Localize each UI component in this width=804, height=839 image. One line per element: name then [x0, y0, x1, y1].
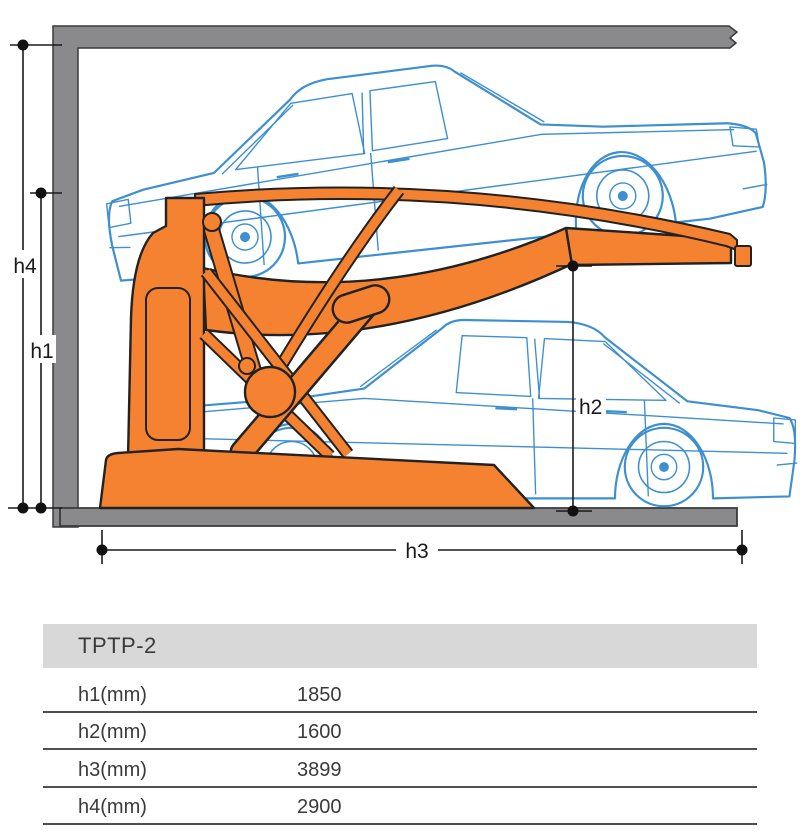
- spec-table-rows: [43, 675, 757, 825]
- table-row: [43, 713, 757, 751]
- row-value: 2900: [297, 796, 342, 818]
- row-value: 3899: [297, 758, 342, 781]
- label-h3: h3: [405, 540, 429, 563]
- table-row: [43, 750, 757, 788]
- row-label: h1(mm): [78, 683, 147, 706]
- lift-elbow-joint: [245, 367, 295, 417]
- lift-rail-end-foot: [735, 246, 751, 266]
- lift-elbow-knob: [239, 358, 255, 374]
- lift-mast: [128, 198, 204, 458]
- label-h1: h1: [30, 340, 54, 363]
- lift-base: [100, 449, 534, 508]
- dimension-h2: [556, 261, 592, 517]
- label-h4: h4: [13, 255, 37, 278]
- label-h2: h2: [579, 396, 603, 419]
- row-label: h3(mm): [78, 758, 147, 781]
- floor: [60, 508, 737, 526]
- lift-cylinder-cap: [203, 213, 221, 231]
- row-value: 1600: [297, 721, 342, 743]
- table-row: [43, 675, 757, 713]
- lift-platform-deck: [203, 228, 572, 335]
- spec-table: [43, 624, 757, 825]
- row-label: h2(mm): [78, 721, 147, 743]
- table-row: [43, 788, 757, 826]
- row-label: h4(mm): [78, 796, 147, 818]
- spec-table-title: TPTP-2: [43, 624, 757, 668]
- row-value: 1850: [297, 683, 342, 706]
